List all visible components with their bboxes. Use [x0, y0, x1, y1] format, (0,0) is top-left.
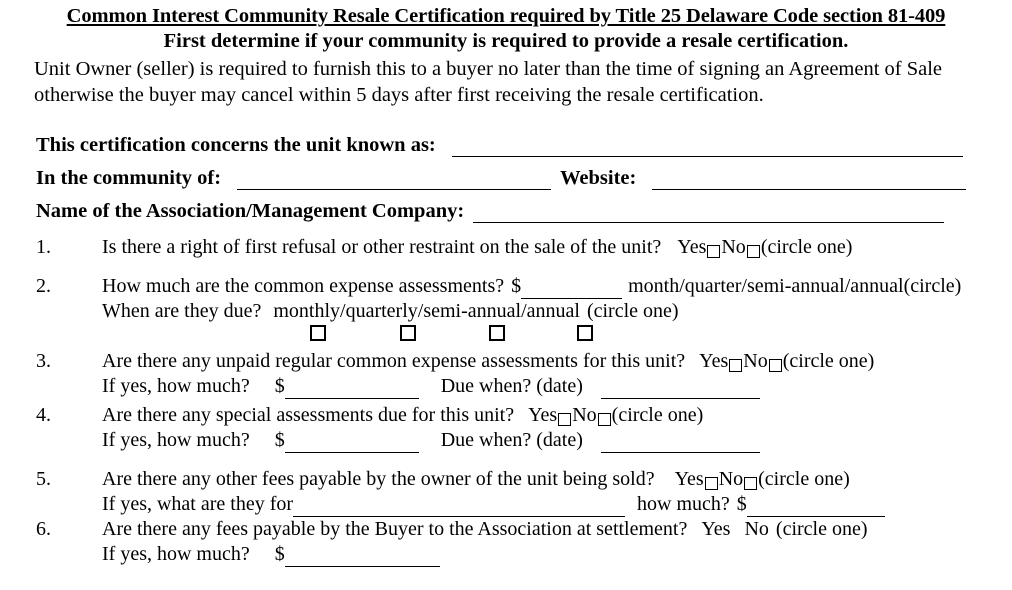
question-item-1	[36, 235, 1002, 260]
question-4-no-checkbox[interactable]	[598, 413, 611, 426]
question-5-line-2	[102, 492, 1002, 517]
question-6-dollar-sign: $	[274, 543, 285, 565]
question-3-text: Are there any unpaid regular common expense assessments for this unit?	[102, 350, 686, 372]
question-4-text: Are there any special assessments due for this unit?	[102, 404, 515, 426]
question-6-yes-label[interactable]: Yes	[701, 518, 731, 540]
question-3-number: 3.	[36, 350, 51, 372]
question-5-circle-note: (circle one)	[758, 468, 850, 490]
header-fields	[0, 124, 1012, 223]
question-3-amount-input[interactable]	[285, 378, 419, 399]
field-unit-known-as-label: This certification concerns the unit known as:	[36, 134, 436, 156]
intro-paragraph	[0, 54, 1012, 108]
question-4-dollar-sign: $	[274, 429, 285, 451]
question-3-no-label: No	[743, 350, 768, 372]
field-unit-known-as	[36, 124, 1012, 157]
question-2-line-1	[102, 274, 1002, 299]
question-5-dollar-sign: $	[736, 493, 747, 515]
question-6-number: 6.	[36, 518, 51, 540]
question-item-6	[36, 517, 1002, 567]
question-6-howmuch-prompt: If yes, how much?	[102, 543, 250, 565]
question-1-line	[102, 235, 1002, 260]
question-4-amount-input[interactable]	[285, 432, 419, 453]
question-3-dollar-sign: $	[274, 375, 285, 397]
question-5-line-1	[102, 467, 1002, 492]
question-4-yes-label: Yes	[528, 404, 558, 426]
question-2-frequency-options: monthly/quarterly/semi-annual/annual	[273, 300, 580, 322]
question-4-no-label: No	[572, 404, 597, 426]
document-title-line-2-text: First determine if your community is required to provide a resale certification.	[163, 30, 849, 52]
question-5-no-label: No	[718, 468, 744, 490]
intro-line-1: Unit Owner (seller) is required to furnish this to a buyer no later than the time of signing an Agreement of Sale	[34, 58, 943, 80]
question-item-3	[36, 349, 1002, 399]
question-4-due-prompt: Due when? (date)	[440, 429, 583, 451]
question-3-yes-checkbox[interactable]	[729, 359, 742, 372]
question-3-no-checkbox[interactable]	[769, 359, 782, 372]
question-6-no-label[interactable]: No	[744, 518, 769, 540]
field-website-label: Website:	[560, 167, 637, 189]
question-3-howmuch-prompt: If yes, how much?	[102, 375, 250, 397]
question-6-amount-input[interactable]	[285, 546, 440, 567]
question-2-dollar-sign: $	[511, 275, 522, 297]
question-1-text: Is there a right of first refusal or other restraint on the sale of the unit?	[102, 236, 662, 258]
field-association-name	[36, 190, 1012, 223]
question-2-amount-input[interactable]	[521, 278, 622, 299]
field-community-input[interactable]	[237, 169, 551, 190]
question-3-circle-note: (circle one)	[782, 350, 875, 372]
question-5-number: 5.	[36, 468, 51, 490]
document-title-line-2	[0, 29, 1012, 54]
question-5-yes-checkbox[interactable]	[705, 477, 718, 490]
question-4-yes-checkbox[interactable]	[558, 413, 571, 426]
question-1-no-checkbox[interactable]	[747, 245, 760, 258]
question-3-due-input[interactable]	[601, 378, 760, 399]
question-1-circle-note: (circle one)	[760, 236, 853, 258]
field-unit-known-as-input[interactable]	[452, 136, 963, 157]
field-association-name-input[interactable]	[473, 202, 944, 223]
question-2-text: How much are the common expense assessments?	[102, 275, 505, 297]
question-item-4	[36, 403, 1002, 453]
question-item-5	[36, 467, 1002, 517]
question-2-due-prompt: When are they due?	[102, 300, 262, 322]
question-1-number: 1.	[36, 236, 51, 258]
question-2-frequency-checkboxes	[102, 324, 1002, 341]
question-2-number: 2.	[36, 275, 51, 297]
question-2-quarterly-checkbox[interactable]	[400, 325, 416, 341]
question-6-circle-note: (circle one)	[775, 518, 868, 540]
questions-list	[0, 235, 1012, 567]
question-4-line-2	[102, 428, 1002, 453]
question-2-circle-note: (circle one)	[586, 300, 679, 322]
question-4-due-input[interactable]	[601, 432, 760, 453]
question-3-due-prompt: Due when? (date)	[440, 375, 583, 397]
question-5-amount-input[interactable]	[747, 496, 885, 517]
question-5-yes-label: Yes	[674, 468, 704, 490]
field-website-input[interactable]	[652, 169, 966, 190]
question-4-number: 4.	[36, 404, 51, 426]
field-association-name-label: Name of the Association/Management Company:	[36, 200, 465, 222]
question-5-whatfor-prompt: If yes, what are they for	[102, 493, 294, 515]
question-4-howmuch-prompt: If yes, how much?	[102, 429, 250, 451]
question-1-yes-label: Yes	[677, 236, 707, 258]
question-5-text: Are there any other fees payable by the owner of the unit being sold?	[102, 468, 655, 490]
question-4-circle-note: (circle one)	[611, 404, 704, 426]
document-title-line-1	[0, 4, 1012, 29]
title-block	[0, 0, 1012, 54]
question-5-howmuch-prompt: how much?	[637, 493, 730, 515]
question-2-semi-annual-checkbox[interactable]	[489, 325, 505, 341]
question-item-2	[36, 274, 1002, 341]
field-community-label: In the community of:	[36, 167, 222, 189]
question-3-line-2	[102, 374, 1002, 399]
question-2-monthly-checkbox[interactable]	[310, 325, 326, 341]
field-community-and-website	[36, 157, 1012, 190]
question-6-text: Are there any fees payable by the Buyer to the Association at settlement?	[102, 518, 688, 540]
question-2-annual-checkbox[interactable]	[577, 325, 593, 341]
question-4-line-1	[102, 403, 1002, 428]
question-3-yes-label: Yes	[699, 350, 729, 372]
question-2-line-2	[102, 299, 1002, 324]
intro-line-2: otherwise the buyer may cancel within 5 days after first receiving the resale certification.	[34, 84, 764, 106]
question-2-frequency-inline: month/quarter/semi-annual/annual(circle)	[628, 275, 962, 297]
document-title-line-1-text: Common Interest Community Resale Certification required by Title 25 Delaware Code section 81-409	[66, 5, 946, 27]
question-6-line-1	[102, 517, 1002, 542]
question-5-no-checkbox[interactable]	[744, 477, 757, 490]
question-1-no-label: No	[721, 236, 746, 258]
question-1-yes-checkbox[interactable]	[707, 245, 720, 258]
question-3-line-1	[102, 349, 1002, 374]
question-5-whatfor-input[interactable]	[293, 496, 625, 517]
question-6-line-2	[102, 542, 1002, 567]
